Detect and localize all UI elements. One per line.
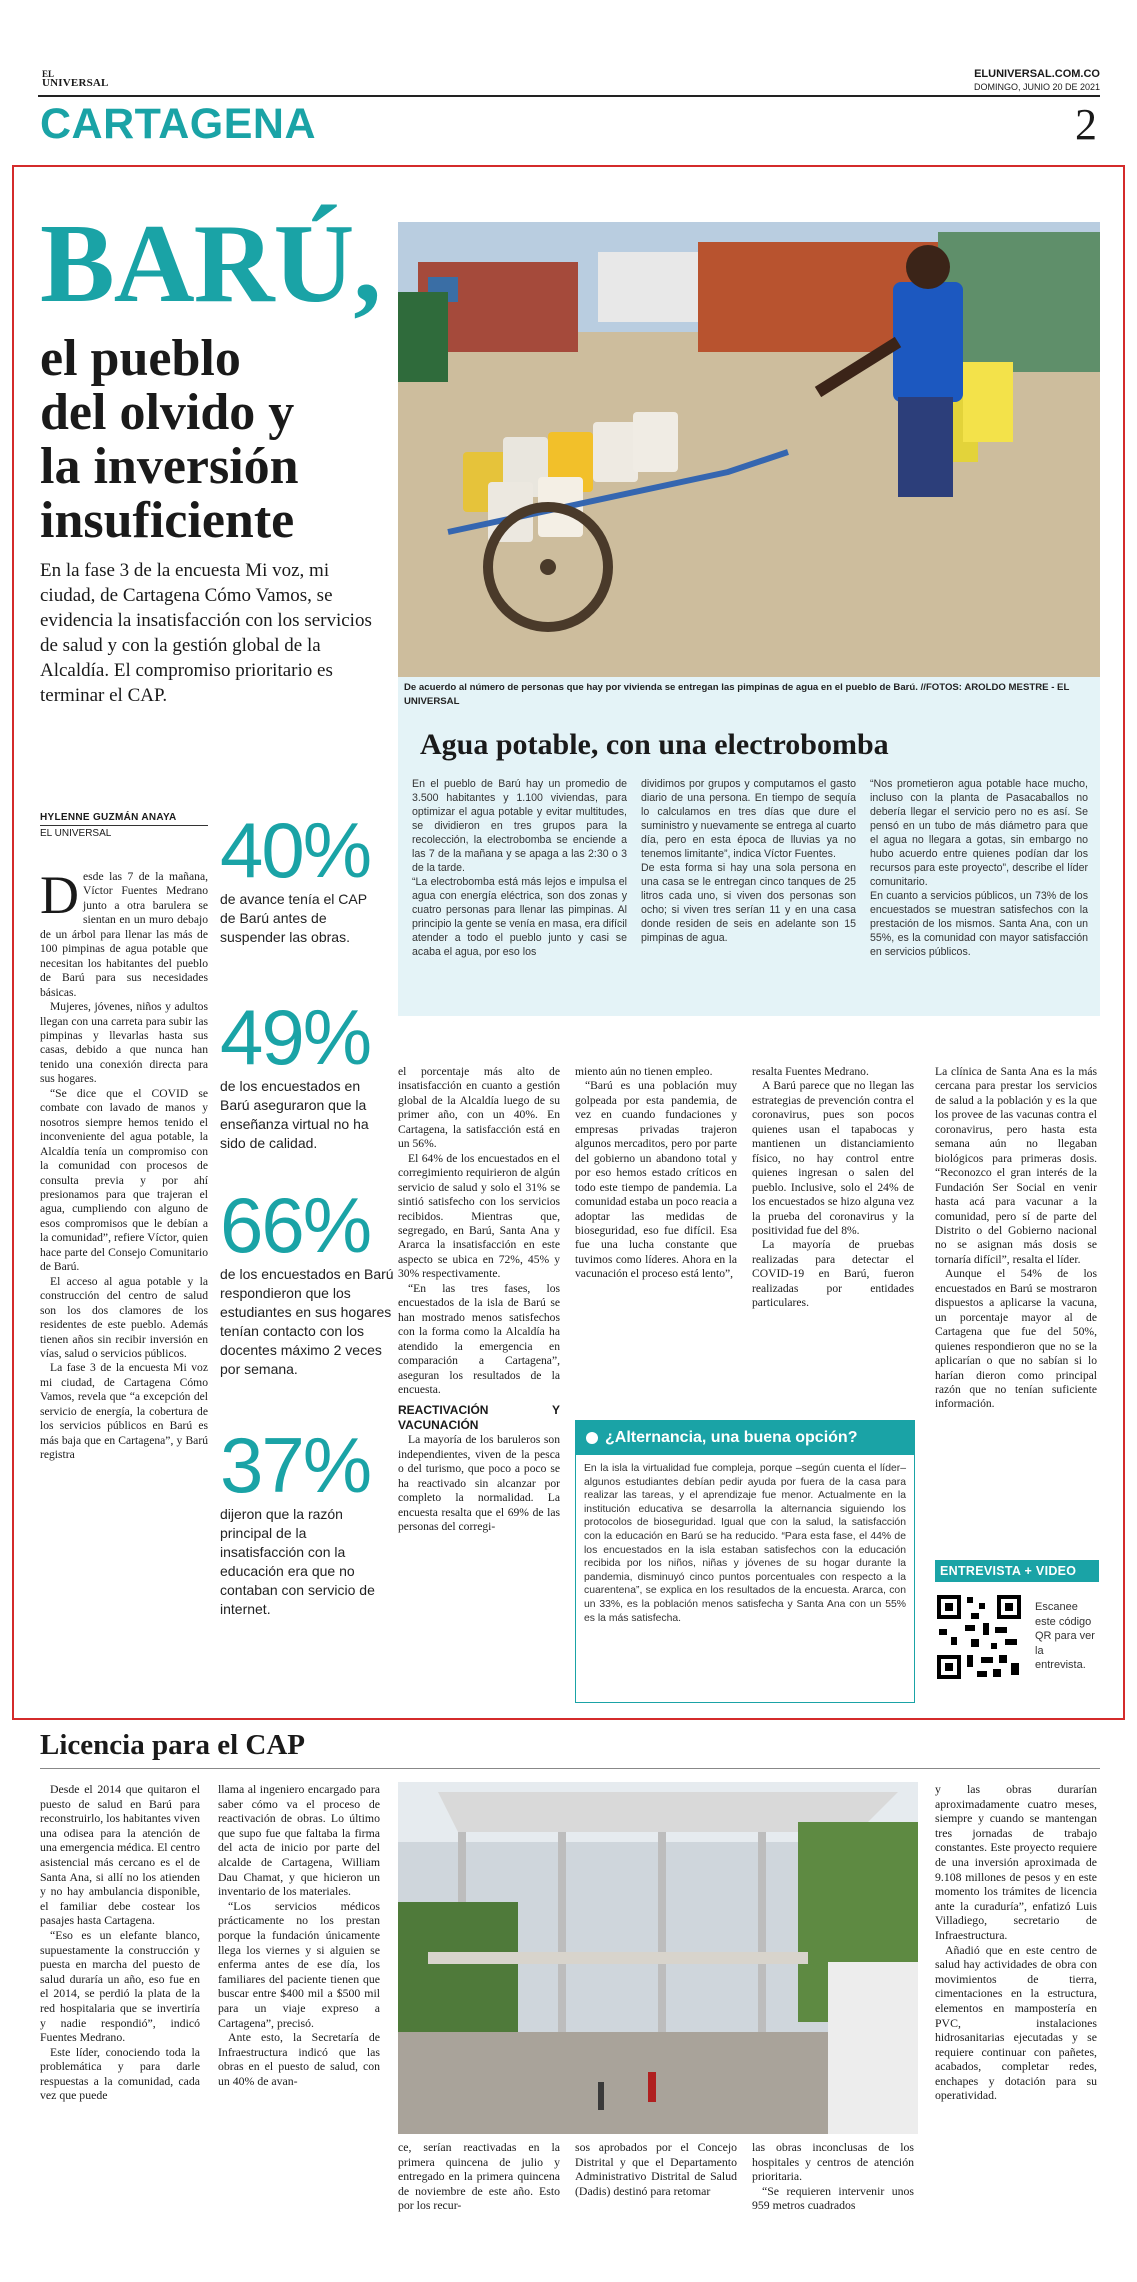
stat-number: 49%: [220, 993, 371, 1081]
stat-49: [220, 993, 385, 1153]
body-paragraph: “Barú es una población muy golpeada por esta pandemia, de vez en cuando fundaciones y empresas privadas trajeron algunos mercaditos, pero por parte del gobierno un abandono total y por eso hemos estado críticos en todo este tiempo de pandemia. La comunidad estaba un poco reacia a adoptar las medidas de bioseguridad, eso fue difícil. Esa fue una lucha constante que tuvimos como líderes. Ahora en la vacunación el proceso está lento”,: [575, 1079, 737, 1281]
body-paragraph: El acceso al agua potable y la construcción del centro de salud son los dos clamores de los residentes de este pueblo. Además tienen años sin recibir inversión en vías, salud o servicios públicos.: [40, 1274, 208, 1360]
body-paragraph: llama al ingeniero encargado para saber cómo va el proceso de reactivación de obras. Lo último que supo fue que faltaba la firma del acta de inicio por parte del alcalde de Cartagena, William Dau Chamat, y que hicieron un inventario de los materiales.: [218, 1782, 380, 1899]
body-paragraph: “Se dice que el COVID se combate con lavado de manos y nosotros siempre hemos tenido el inconveniente del agua potable, la Alcaldía tenía un compromiso con la comunidad con procesos de consulta previa y por ahí presionamos para que trajeran el agua, cumpliendo con alguno de esos compromisos que le debían a la comunidad”, refiere Víctor, quien hace parte del Consejo Comunitario de Barú.: [40, 1086, 208, 1274]
cap-col-6: [935, 1782, 1097, 2103]
body-paragraph: las obras inconclusas de los hospitales y centros de atención prioritaria.: [752, 2140, 914, 2184]
headline-line: la inversión: [40, 438, 299, 495]
stat-text: de avance tenía el CAP de Barú antes de suspender las obras.: [220, 891, 367, 945]
body-paragraph: Desde las 7 de la mañana, Víctor Fuentes Medrano junto a otra barulera se sientan en un muro debajo de un árbol para llenar las más de 100 pimpinas de agua potable que necesitan los habitantes del pueblo de Barú para sus necesidades básicas.: [40, 865, 208, 999]
body-paragraph: Ante esto, la Secretaría de Infraestructura indicó que las obras en el puesto de salud, con un 40% de avan-: [218, 2030, 380, 2088]
video-box: [935, 1560, 1099, 1692]
stat-text: de los encuestados en Barú aseguraron que la enseñanza virtual no ha sido de calidad.: [220, 1078, 369, 1151]
water-box-col3: “Nos prometieron agua potable hace mucho, incluso con la planta de Pasacaballos no debería llegar el servicio pero no es así. Se pensó en un tubo de más diámetro para que el agua no llegara a gotas, sin embargo no hubo acuerdo entre quienes podían dar los recursos para este proyecto”, describe el líder comunitario. En cuanto a servicios públicos, un 73% de los encuestados se muestran satisfechos con la prestación de los mismos. Santa Ana, con un 55%, es la comunidad con mayor satisfacción en servicios públicos.: [870, 778, 1088, 958]
section-title: CARTAGENA: [40, 100, 317, 148]
body-col-1: [40, 865, 208, 1463]
body-paragraph: La mayoría de pruebas realizadas para detectar el COVID-19 en Barú, fueron realizadas por entidades particulares.: [752, 1238, 914, 1310]
health-center-photo: [398, 1782, 918, 2134]
deck: En la fase 3 de la encuesta Mi voz, mi ciudad, de Cartagena Cómo Vamos, se evidencia la insatisfacción con los servicios de salud y con la gestión global de la Alcaldía. El compromiso prioritario es terminar el CAP.: [40, 560, 372, 706]
stat-66: [220, 1181, 395, 1379]
subhead-reactivacion: REACTIVACIÓN Y VACUNACIÓN: [398, 1403, 560, 1433]
headline-line: del olvido y: [40, 384, 295, 441]
stat-40: [220, 806, 385, 947]
body-col-5: [752, 1065, 914, 1311]
logo-line1: EL: [42, 69, 55, 79]
water-box-col2: dividimos por grupos y computamos el gasto diario de una persona. En tiempo de sequía lo calculamos en tres días que dure el suministro y nuevamente se entrega al cuarto día, pero en esta época de lluvias ya no tenemos limitante”, indica Víctor Fuentes. De esta forma si hay una sola persona en una casa se le entregan cinco tanques de 25 litros cada uno, si viven dos personas son ocho; si viven tres serían 11 y en una casa donde residen de seis en adelante son 15 pimpinas de agua.: [641, 778, 856, 944]
cap-title: Licencia para el CAP: [40, 1729, 305, 1761]
stat-37: [220, 1421, 385, 1619]
headline-line: insuficiente: [40, 492, 295, 549]
drop-cap: D: [40, 865, 79, 925]
water-box-col1: En el pueblo de Barú hay un promedio de 3.500 habitantes y 1.100 viviendas, para optimizar el agua potable y evitar multitudes, se dividieron en tres grupos para la recolección, la electrobomba se enciende a las 7 de la mañana y se apaga a las 2:30 o 3 de la tarde. “La electrobomba está más lejos e impulsa el agua con energía eléctrica, son dos zonas y cuatro personas para llenar las pimpinas. Al principio la gente se venía en masa, era difícil atender a todo el pueblo junto y casi se acaba el agua, por eso los: [412, 778, 627, 958]
cap-col-4: [575, 2140, 737, 2198]
edition-date: DOMINGO, JUNIO 20 DE 2021: [973, 82, 1100, 92]
body-paragraph: Desde el 2014 que quitaron el puesto de salud en Barú para reconstruirlo, los habitantes viven una odisea para la atención de una emergencia médica. El centro asistencial más cercano es el de Santa Ana, si allí no los atienden y no hay ambulancia disponible, el familiar debe costear los pasajes hasta Cartagena.: [40, 1782, 200, 1928]
cap-col-1: [40, 1782, 200, 2103]
logo-line2: UNIVERSAL: [42, 77, 109, 89]
stat-number: 37%: [220, 1421, 371, 1509]
logo: [42, 70, 109, 88]
alternancia-title: ¿Alternancia, una buena opción?: [605, 1429, 858, 1446]
byline-name: HYLENNE GUZMÁN ANAYA: [40, 812, 177, 823]
stat-number: 40%: [220, 806, 371, 894]
body-paragraph: La fase 3 de la encuesta Mi voz mi ciudad, de Cartagena Cómo Vamos, revela que “a excepción del servicio de energía, la cobertura de los servicios públicos en Barú es más baja que en Cartagena”, y Barú registra: [40, 1361, 208, 1462]
body-paragraph: “Se requieren intervenir unos 959 metros cuadrados: [752, 2183, 914, 2213]
body-col-6: [935, 1065, 1097, 1412]
headline-kicker: BARÚ,: [40, 202, 381, 326]
masthead: [38, 60, 1100, 98]
byline-org: EL UNIVERSAL: [40, 828, 112, 839]
body-paragraph: Este líder, conociendo toda la problemática y para darle respuestas a la comunidad, cada vez que puede: [40, 2044, 200, 2103]
masthead-rule: [38, 95, 1100, 97]
headline-line: el pueblo: [40, 330, 241, 387]
headline: [40, 332, 299, 548]
body-col-4: [575, 1065, 737, 1282]
alternancia-box: [575, 1420, 915, 1703]
cap-col-3: [398, 2140, 560, 2213]
stat-text: dijeron que la razón principal de la insatisfacción con la educación era que no contaban con servicio de internet.: [220, 1506, 375, 1617]
body-paragraph: La mayoría de los baruleros son independientes, viven de la pesca o del turismo, que poco a poco se ha reactivado sin alcanzar por completo la normalidad. La encuesta resalta que el 69% de las personas del corregi-: [398, 1433, 560, 1534]
body-paragraph: “Eso es un elefante blanco, supuestamente la construcción y puesta en marcha del puesto de salud duraría un año, eso fue en el 2014, se perdió la plata de la red hospitalaria que se invertiría y nadie respondió”, indicó Fuentes Medrano.: [40, 1927, 200, 2045]
alternancia-header: [576, 1421, 914, 1455]
photo-caption-text: De acuerdo al número de personas que hay por vivienda se entregan las pimpinas de agua en el pueblo de Barú. //FOTOS: AROLDO MESTRE - EL UNIVERSAL: [404, 682, 1070, 707]
photo-caption: [398, 677, 1100, 715]
qr-code-icon[interactable]: [935, 1593, 1023, 1681]
video-text: Escanee este código QR para ver la entrevista.: [1035, 1601, 1095, 1671]
byline: [40, 812, 208, 839]
page-number: 2: [1075, 100, 1097, 149]
water-cart-photo: [398, 222, 1100, 677]
body-paragraph: y las obras durarían aproximadamente cuatro meses, siempre y cuando se mantengan tres jornadas de trabajo constantes. Este proyecto requiere de una inversión aproximada de 9.108 millones de pesos y en este momento los trámites de licencia ante la curaduría”, enfatizó Luis Villadiego, secretario de Infraestructura.: [935, 1782, 1097, 1942]
alternancia-text: En la isla la virtualidad fue compleja, porque –según cuenta el líder– algunos estudiantes debían pedir ayuda por fuera de la casa para realizar las tareas, y el aprendizaje fue menor. Actualmente en la institución educativa se desarrolla la alternancia siguiendo los protocolos de bioseguridad. Igual que con la salud, la satisfacción con la educación en Barú se ha reducido. “Para esta fase, el 44% de los encuestados en la isla estaban satisfechos con la educación recibida por los niños, niñas y jóvenes de su hogar durante la pandemia, disminuyó cinco puntos porcentuales con respecto a la cuarentena”, se explica en los resultados de la encuesta. Ararca, con un 33%, es la población menos satisfecha y Santa Ana con un 55% es la más satisfecha.: [584, 1463, 906, 1624]
body-paragraph: El 64% de los encuestados en el corregimiento requirieron de algún servicio de salud y solo el 31% se sintió satisfecho con los servicios recibidos. Mientras que, segregado, en Barú, Santa Ana y Ararca la insatisfacción en este aspecto se ubica en 72%, 45% y 30% respectivamente.: [398, 1151, 560, 1281]
cap-col-2: [218, 1782, 380, 2088]
cap-rule: [40, 1768, 1100, 1769]
stat-number: 66%: [220, 1181, 371, 1269]
site-url: ELUNIVERSAL.COM.CO: [974, 68, 1100, 80]
body-paragraph: sos aprobados por el Concejo Distrital y que el Departamento Administrativo Distrital de Salud (Dadis) destinó para retomar: [575, 2140, 737, 2198]
body-paragraph: “Los servicios médicos prácticamente no los prestan porque la fundación únicamente llega los viernes y si alguien se enferma antes de ese día, los familiares del paciente tienen que buscar entre $400 mil a $500 mil para un viaje expreso a Cartagena”, precisó.: [218, 1898, 380, 2030]
cap-col-5: [752, 2140, 914, 2213]
body-paragraph: Añadió que en este centro de salud hay actividades de obra con movimientos de tierra, cimentaciones en la estructura, elementos en mampostería en PVC, instalaciones hidrosanitarias ejecutadas y se requiere continuar con pañetes, acabados, completar redes, enchapes y dotación para su operatividad.: [935, 1942, 1097, 2103]
body-paragraph: Aunque el 54% de los encuestados en Barú se mostraron dispuestos a aplicarse la vacuna, un porcentaje mayor al de Cartagena que fue del 50%, quienes respondieron que no se la aplicarían o que no sabían si lo harían dieron como principal razón que no tenían suficiente información.: [935, 1267, 1097, 1411]
body-paragraph: “En las tres fases, los encuestados de la isla de Barú se han mostrado menos satisfechos con la forma como la Alcaldía ha atendido la emergencia en comparación a Cartagena”, aseguran los resultados de la encuesta.: [398, 1281, 560, 1396]
video-label: ENTREVISTA + VIDEO: [935, 1560, 1099, 1582]
body-col-3: [398, 1065, 560, 1535]
water-box-title: Agua potable, con una electrobomba: [420, 728, 889, 761]
body-paragraph: ce, serían reactivadas en la primera quincena de julio y entregado en la primera quincena de noviembre de este año. Esto por los recur-: [398, 2140, 560, 2213]
body-paragraph: el porcentaje más alto de insatisfacción en cuanto a gestión global de la Alcaldía luego de su primer año, con un 40%. En Cartagena, la satisfacción está en un 56%.: [398, 1065, 560, 1151]
body-paragraph: resalta Fuentes Medrano.: [752, 1065, 869, 1078]
water-box: [398, 715, 1100, 1016]
body-paragraph: La clínica de Santa Ana es la más cercana para prestar los servicios de salud a la población y es la que los provee de las vacunas contra el coronavirus, pero hasta esta semana aún no llegaban biológicos para primeras dosis. “Reconozco el gran interés de la Fundación Ser Social en venir hasta acá para vacunar a la comunidad, pero sí de parte del Distrito o del Gobierno nacional no se asignan más dosis se tornaría difícil”, resalta el líder.: [935, 1065, 1097, 1266]
body-paragraph: A Barú parece que no llegan las estrategias de prevención contra el coronavirus, pues son pocos quienes usan el tapabocas y mantienen un distanciamiento físico, no hay control entre quienes ingresan o salen del pueblo. Inclusive, solo el 24% de los encuestados se hizo alguna vez la prueba del coronavirus y la positividad fue del 8%.: [752, 1079, 914, 1237]
stat-text: de los encuestados en Barú respondieron que los estudiantes en sus hogares tenían contacto con los docentes máximo 2 veces por semana.: [220, 1266, 394, 1377]
body-paragraph: Mujeres, jóvenes, niños y adultos llegan con una carreta para subir las pimpinas y llevarlas hasta sus casas, debido a que nunca han tenido una conexión directa para sus hogares.: [40, 1000, 208, 1086]
body-paragraph: miento aún no tienen empleo.: [575, 1065, 713, 1078]
bullet-icon: [586, 1432, 598, 1444]
